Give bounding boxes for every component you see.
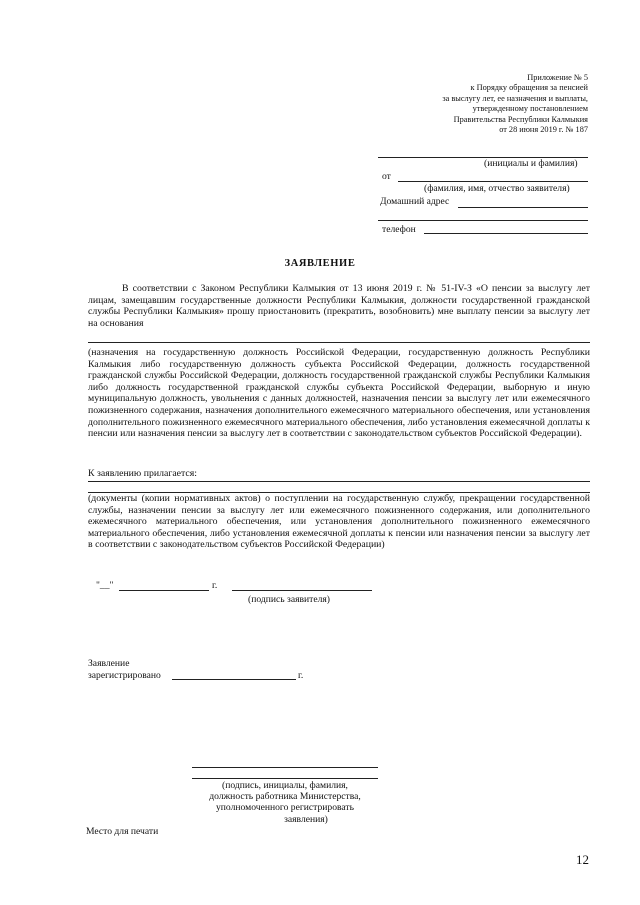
page-number: 12 (576, 852, 589, 867)
phone-line[interactable] (424, 233, 588, 234)
date-month-line[interactable] (119, 590, 209, 591)
official-caption-line: должность работника Министерства, (209, 791, 361, 803)
official-line-2[interactable] (192, 778, 378, 779)
appendix-line: за выслугу лет, ее назначения и выплаты, (442, 93, 588, 103)
address-label: Домашний адрес (380, 196, 450, 207)
official-line-1[interactable] (192, 767, 378, 768)
address-line-2[interactable] (378, 220, 588, 221)
address-line-1[interactable] (458, 207, 588, 208)
from-label: от (382, 171, 391, 182)
grounds-line[interactable] (88, 342, 590, 343)
signature-line[interactable] (232, 590, 372, 591)
phone-label: телефон (382, 224, 416, 235)
registration-date-line[interactable] (172, 679, 296, 680)
date-year-suffix: г. (212, 580, 218, 591)
attachments-line-1[interactable] (88, 481, 590, 482)
official-caption-line: (подпись, инициалы, фамилия, (222, 780, 348, 791)
official-caption (190, 780, 380, 825)
official-caption-line: заявления) (284, 813, 328, 825)
registration-line1: Заявление (88, 658, 130, 669)
official-caption-line: уполномоченного регистрировать (216, 802, 354, 814)
stamp-place-label: Место для печати (86, 826, 159, 837)
appendix-line: Приложение № 5 (527, 73, 588, 82)
appendix-line: от 28 июня 2019 г. № 187 (499, 125, 588, 135)
attached-label: К заявлению прилагается: (88, 468, 198, 479)
date-prefix: "__" (96, 580, 114, 591)
registration-year-suffix: г. (298, 670, 304, 681)
signature-caption: (подпись заявителя) (248, 594, 331, 605)
attachments-explanation: (документы (копии нормативных актов) о поступлении на государственную службу, прекращении государственной службы, назначении пенсии за выслугу лет или ежемесячного пожизненного содержания, или дополнительного ежемесячного материального обеспечения, или установления дополнительного пожизненного ежемесячного материального обеспечения, либо установления ежемесячной доплаты к пенсии или назначения пенсии за выслугу лет в соответствии с законодательством субъектов Российской Федерации) (88, 493, 590, 551)
request-paragraph: В соответствии с Законом Республики Калмыкия от 13 июня 2019 г. № 51-IV-З «О пенсии за выслугу лет лицам, замещавшим государственные должности Республики Калмыкия, должности государственной гражданской службы Республики Калмыкия» прошу приостановить (прекратить, возобновить) мне выплату пенсии за выслугу лет на основания (88, 283, 590, 329)
initials-caption: (инициалы и фамилия) (484, 158, 578, 169)
applicant-name-line[interactable] (398, 181, 588, 182)
appendix-header (442, 73, 588, 135)
appendix-line: к Порядку обращения за пенсией (470, 83, 588, 93)
fullname-caption: (фамилия, имя, отчество заявителя) (424, 183, 570, 194)
appendix-line: Правительства Республики Калмыкия (453, 114, 588, 124)
document-title: ЗАЯВЛЕНИЕ (284, 258, 356, 269)
grounds-explanation: (назначения на государственную должность Российской Федерации, государственную должность Республики Калмыкия либо государственную должность субъекта Российской Федерации, должность государственной гражданской службы Российской Федерации, должность государственной гражданской службы Республики Калмыкия либо должность государственной гражданской службы субъекта Российской Федерации, выборную и иную муниципальную должность, увольнения с данных должностей, назначения пенсии за выслугу лет или ежемесячного пожизненного содержания, назначения дополнительного ежемесячного материального обеспечения, или установления дополнительного пожизненного ежемесячного материального обеспечения, либо установления ежемесячной доплаты к пенсии или назначения пенсии за выслугу лет в соответствии с законодательством субъектов Российской Федерации). (88, 347, 590, 440)
appendix-line: утвержденному постановлением (472, 104, 588, 114)
registration-line2: зарегистрировано (88, 670, 161, 681)
